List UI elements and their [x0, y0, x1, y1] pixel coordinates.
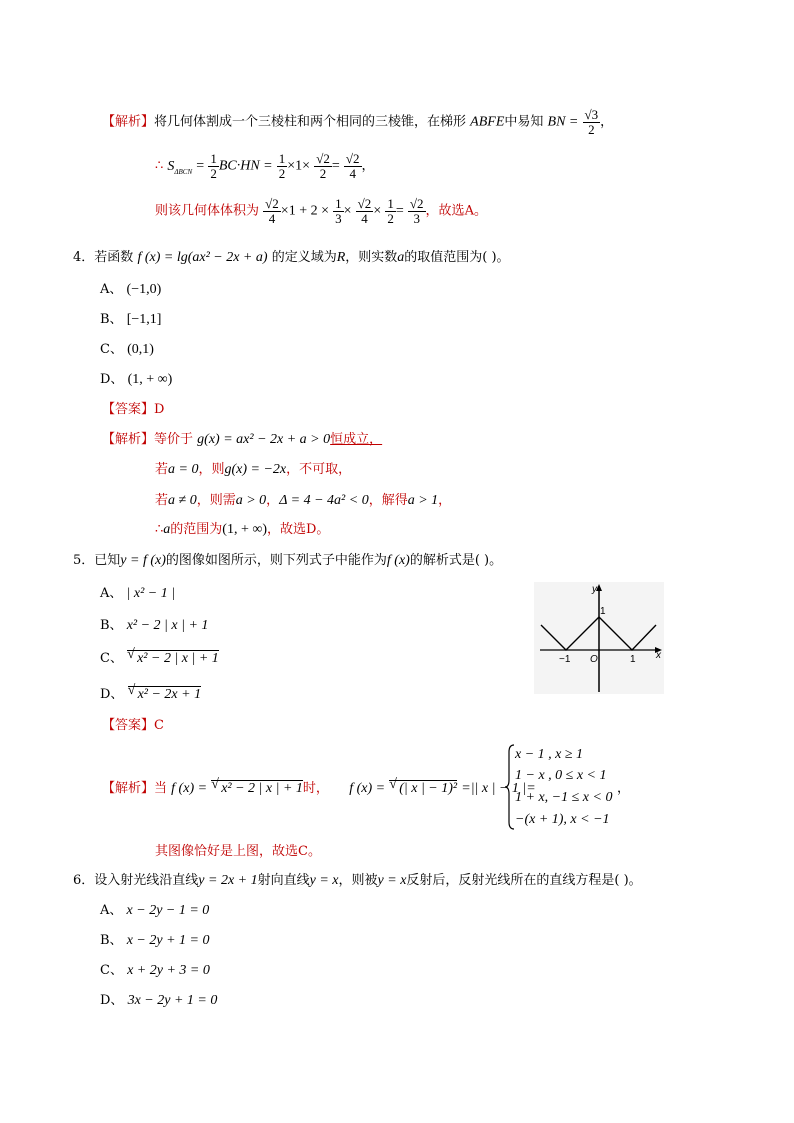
origin-label: O: [590, 654, 598, 665]
fraction-half: $\frac{1}{2}$: [278, 151, 286, 181]
fraction-sqrt2-over-2: $\frac{√2}{2}$: [316, 151, 330, 181]
q4-analysis-line1: 【解析】等价于 g(x) = ax² − 2x + a > 0恒成立，: [102, 432, 383, 447]
y-axis-label: y: [592, 584, 597, 595]
q6-option-c: C、 x + 2y + 3 = 0: [100, 963, 210, 978]
piecewise-case: x − 1 , x ≥ 1: [515, 747, 584, 762]
fraction-one-third: $\frac{1}{3}$: [335, 196, 342, 226]
answer-tag: 【答案】: [102, 718, 155, 733]
fraction-sqrt2-over-4: $\frac{√2}{4}$: [345, 151, 360, 181]
q6-option-b: B、 x − 2y + 1 = 0: [100, 933, 210, 948]
trapezoid-name: ABFE: [470, 114, 505, 130]
q6-stem: 6．设入射光线沿直线y = 2x + 1射向直线y = x，则被y = x反射后，反射光线所在的直线方程是( )。: [73, 873, 642, 888]
fraction-half: $\frac{1}{2}$: [387, 196, 394, 226]
q4-option-b: B、 [−1,1]: [100, 312, 162, 327]
q4-analysis-line2: 若a = 0，则g(x) = −2x，不可取，: [155, 462, 352, 477]
q5-function-graph: [534, 582, 664, 694]
piecewise-case: 1 − x , 0 ≤ x < 1: [515, 768, 607, 783]
function-expr: f (x) = lg(ax² − 2x + a): [137, 250, 268, 265]
piecewise-case: −(x + 1), x < −1: [515, 812, 610, 827]
q3-text: 将几何体割成一个三棱柱和两个相同的三棱锥，在梯形: [154, 114, 467, 130]
q4-option-a: A、 (−1,0): [100, 282, 162, 297]
q5-answer: C: [154, 718, 164, 733]
q5-option-b: B、 x² − 2 | x | + 1: [100, 618, 209, 633]
tick-label-x1: 1: [630, 654, 636, 665]
q4-analysis-line4: ∴a的范围为(1, + ∞)，故选D。: [155, 522, 330, 537]
q6-option-a: A、 x − 2y − 1 = 0: [100, 903, 210, 918]
q5-option-c: C、 √ x² − 2 | x | + 1: [100, 647, 219, 666]
q4-option-d: D、 (1, + ∞): [100, 372, 173, 387]
fraction-sqrt3-over-2: $\frac{√3}{2}$: [584, 107, 599, 137]
question-number: 4．: [73, 250, 95, 265]
q5-stem: 5．已知y = f (x)的图像如图所示，则下列式子中能作为f (x)的解析式是( )。: [73, 553, 503, 568]
piecewise-case: 1 + x, −1 ≤ x < 0: [515, 790, 613, 805]
analysis-tag: 【解析】: [102, 114, 155, 130]
analysis-tag: 【解析】: [102, 432, 155, 447]
question-number: 6．: [73, 873, 95, 888]
x-axis-label: x: [656, 650, 661, 661]
q3-analysis-line2: ∴ $S_{\Delta BCN}$ = $\frac{1}{2}$ BC·HN = $\frac{1}{2}$ ×1× $\frac{√2}{2}$ = $\frac{√2}{4}$ ，: [155, 151, 375, 181]
q5-analysis-line1: 【解析】当 f (x) = √ x² − 2 | x | + 1时， f (x) = √ (| x | − 1)² =|| x | − 1 |=: [102, 777, 536, 796]
question-number: 5．: [73, 553, 95, 568]
fraction-sqrt2-over-4: $\frac{√2}{4}$: [357, 196, 372, 226]
q4-analysis-line3: 若a ≠ 0，则需a > 0，Δ = 4 − 4a² < 0，解得a > 1，: [155, 493, 452, 508]
q5-answer-line: [102, 719, 164, 732]
q5-option-d: D、 √ x² − 2x + 1: [100, 683, 202, 702]
q6-option-d: D、 3x − 2y + 1 = 0: [100, 993, 218, 1008]
answer-tag: 【答案】: [102, 402, 155, 417]
q5-conclusion: 其图像恰好是上图，故选C。: [155, 844, 321, 859]
q3-answer: A: [464, 203, 474, 219]
bn-label: BN =: [547, 114, 579, 130]
q3-analysis-line3: 则该几何体体积为 $\frac{√2}{4}$ ×1 + 2 × $\frac{1}{3}$ × $\frac{√2}{4}$ × $\frac{1}{2}$ = $\frac{√2}{3}$ ，故选A。: [155, 196, 487, 226]
tick-label-x-neg1: −1: [559, 654, 571, 665]
q4-option-c: C、 (0,1): [100, 342, 154, 357]
fraction-sqrt2-over-3: $\frac{√2}{3}$: [409, 196, 424, 226]
fraction-sqrt2-over-4: $\frac{√2}{4}$: [265, 196, 279, 226]
q4-stem: 4．若函数 f (x) = lg(ax² − 2x + a) 的定义域为R，则实数a的取值范围为( )。: [73, 250, 510, 265]
analysis-tag: 【解析】: [102, 781, 155, 796]
q5-option-a: A、 | x² − 1 |: [100, 586, 176, 601]
tick-label-y1: 1: [600, 606, 606, 617]
area-symbol: $S_{\Delta BCN}$: [167, 158, 193, 176]
q3-text-mid: 中易知: [504, 114, 544, 130]
fraction-half: $\frac{1}{2}$: [210, 151, 217, 181]
q4-answer: D: [154, 402, 165, 417]
q3-analysis-line1: 【解析】将几何体割成一个三棱柱和两个相同的三棱锥，在梯形 ABFE中易知 BN = $\frac{√3}{2}$ ，: [102, 107, 614, 137]
q4-answer-line: [102, 403, 164, 416]
